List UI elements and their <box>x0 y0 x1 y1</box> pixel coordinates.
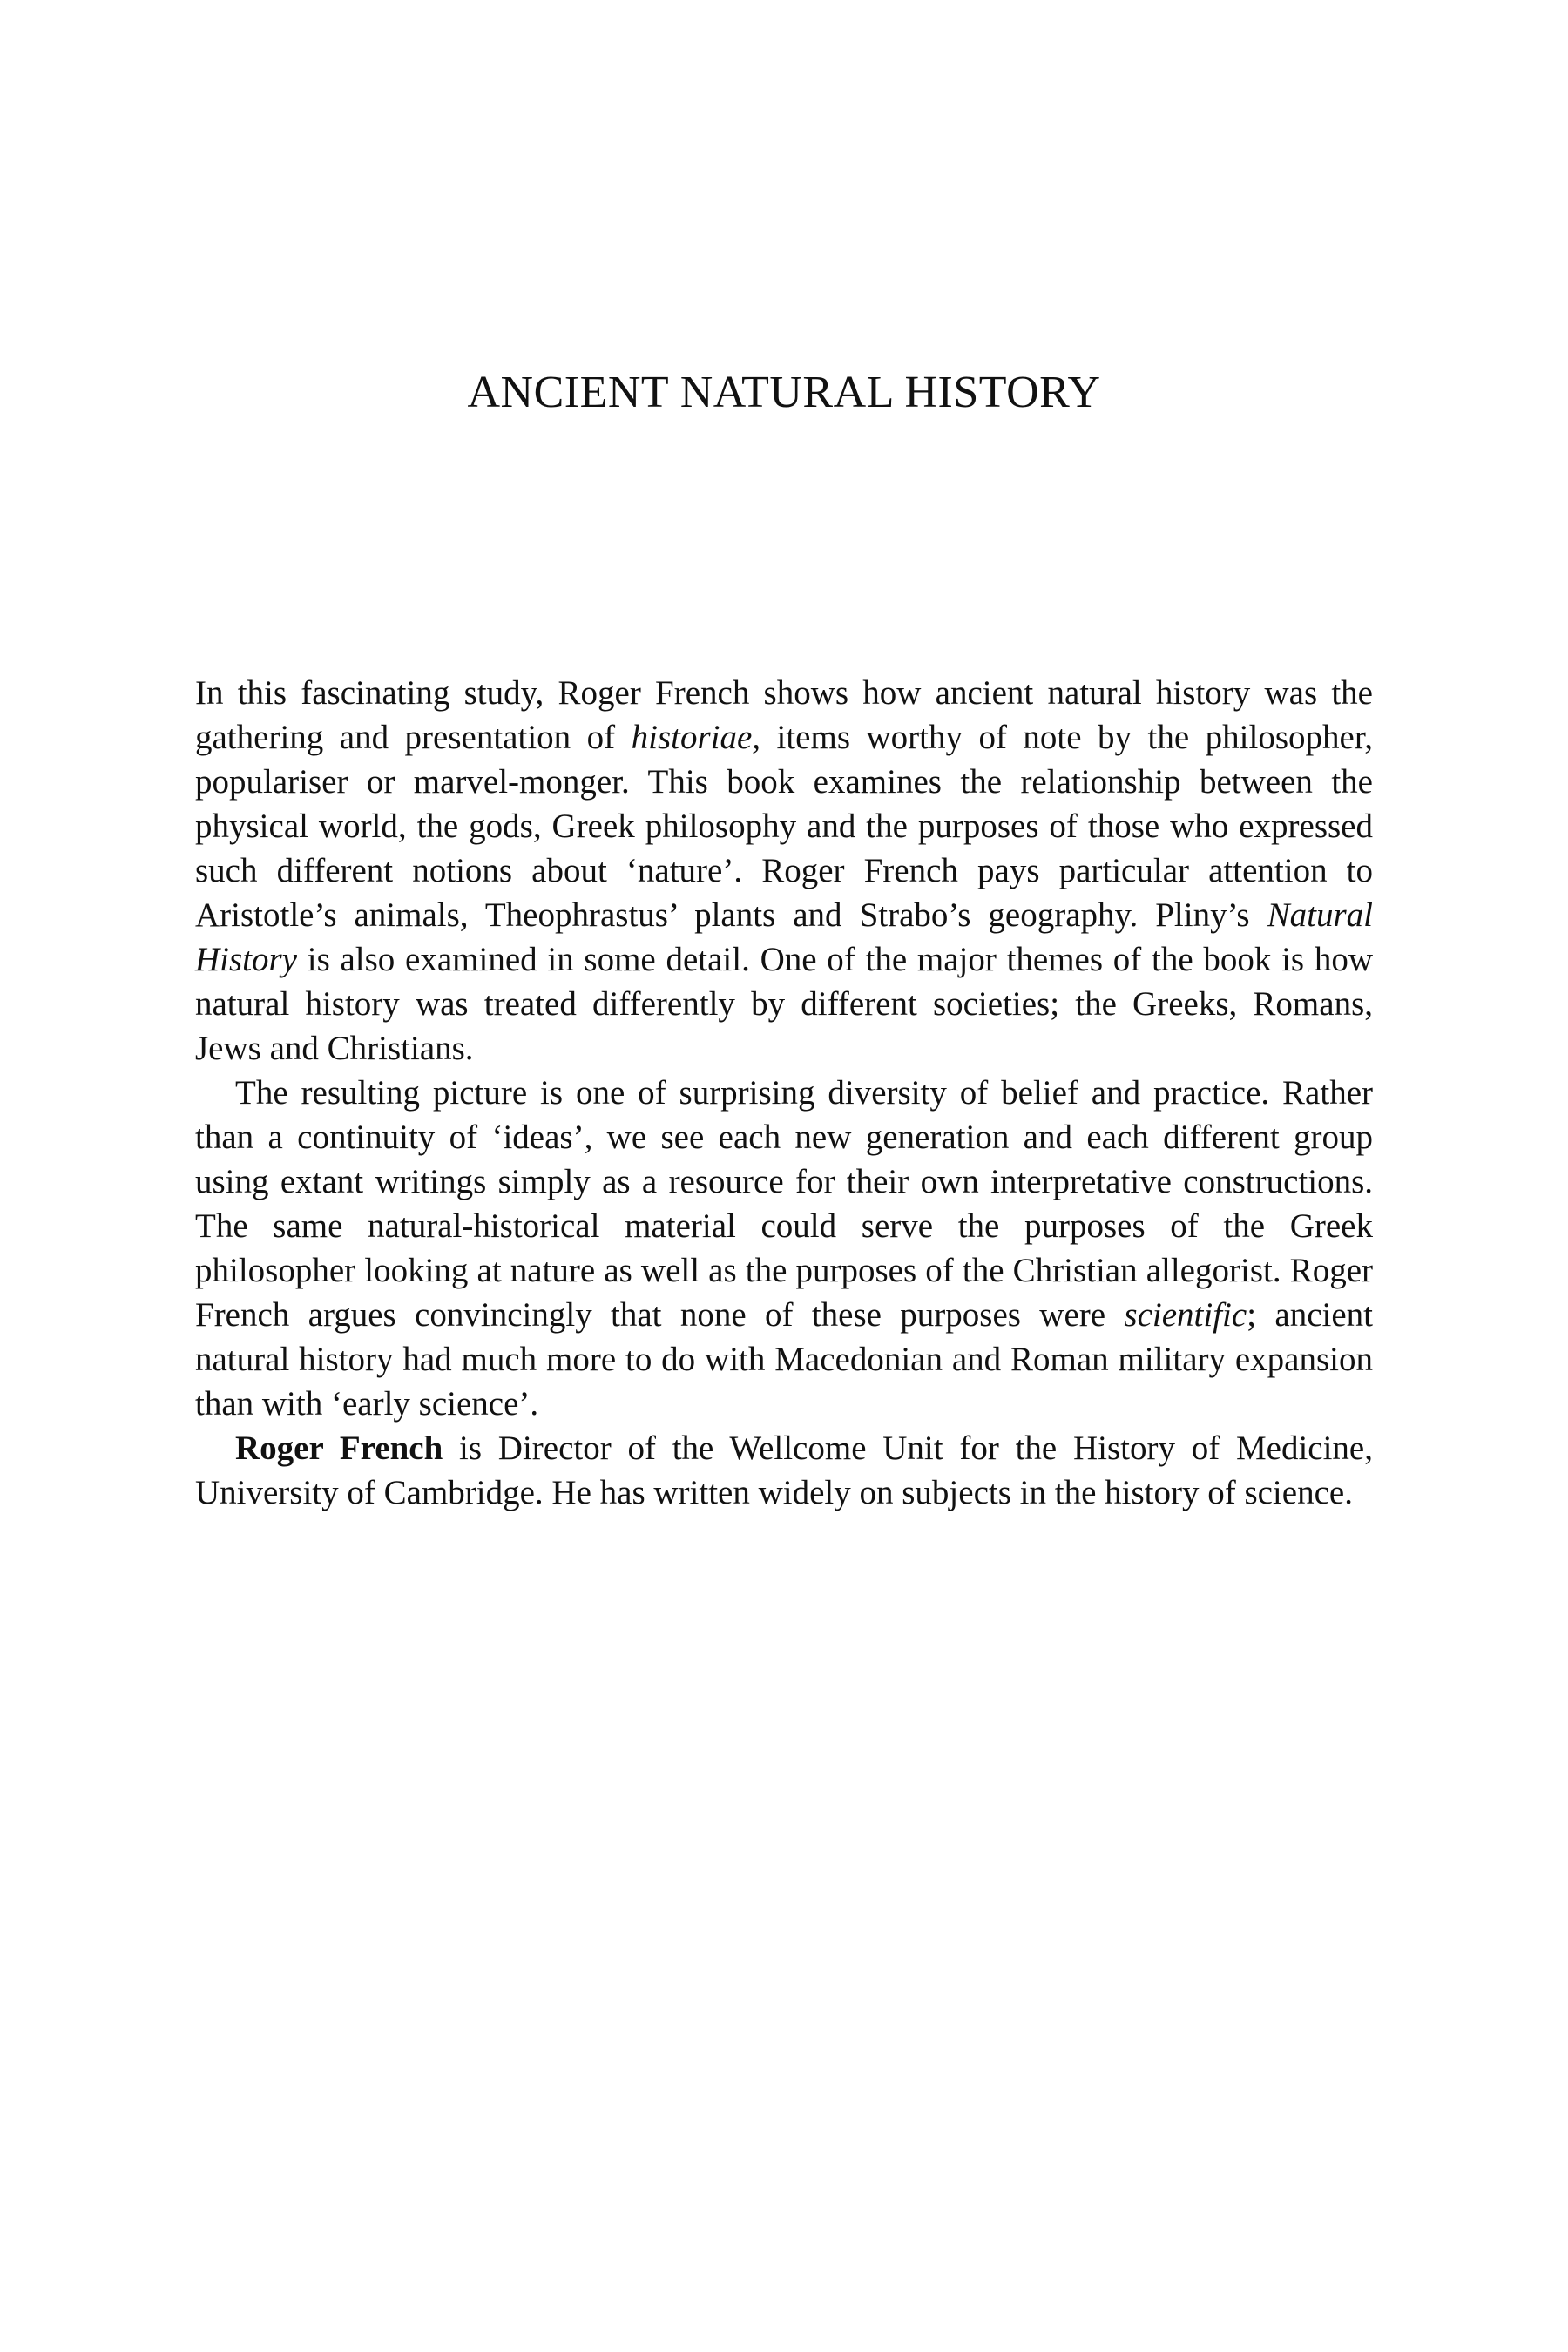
page-title: ANCIENT NATURAL HISTORY <box>467 368 1101 417</box>
p1-italic-natural-history: Natural History <box>195 896 1373 978</box>
description-paragraph-2 <box>195 1071 1373 1426</box>
p1-text-a: In this fascinating study, Roger French shows how ancient natural history was the gathering and presentation of <box>195 674 1373 756</box>
author-bio-text: is Director of the Wellcome Unit for the History of Medicine, University of Cambridge. He has written widely on subjects in the history of science. <box>195 1429 1373 1511</box>
description-paragraph-1 <box>195 671 1373 1071</box>
p2-italic-scientific: scientific <box>1124 1296 1247 1334</box>
p1-italic-historiae: historiae, <box>631 719 761 756</box>
p1-text-c: items worthy of note by the philosopher, populariser or marvel-monger. This book examines the relationship between the physical world, the gods, Greek philosophy and the purposes of those who expressed such different notions about ‘nature’. Roger French pays particular attention to Aristotle’s animals, Theophrastus’ plants and Strabo’s geography. Pliny’s <box>195 719 1373 934</box>
p2-text-c: ; ancient natural history had much more to do with Macedonian and Roman military expansion than with ‘early science’. <box>195 1296 1373 1423</box>
author-bio-paragraph <box>195 1426 1373 1515</box>
p2-text-a: The resulting picture is one of surprising diversity of belief and practice. Rather than a continuity of ‘ideas’, we see each new generation and each different group using extant writings simply as a resource for their own interpretative constructions. The same natural-historical material could serve the purposes of the Greek philosopher looking at nature as well as the purposes of the Christian allegorist. Roger French argues convincingly that none of these purposes were <box>195 1074 1373 1334</box>
book-description <box>195 671 1373 1515</box>
author-name: Roger French <box>235 1429 443 1467</box>
p1-text-e: is also examined in some detail. One of the major themes of the book is how natural history was treated differently by different societies; the Greeks, Romans, Jews and Christians. <box>195 941 1373 1067</box>
